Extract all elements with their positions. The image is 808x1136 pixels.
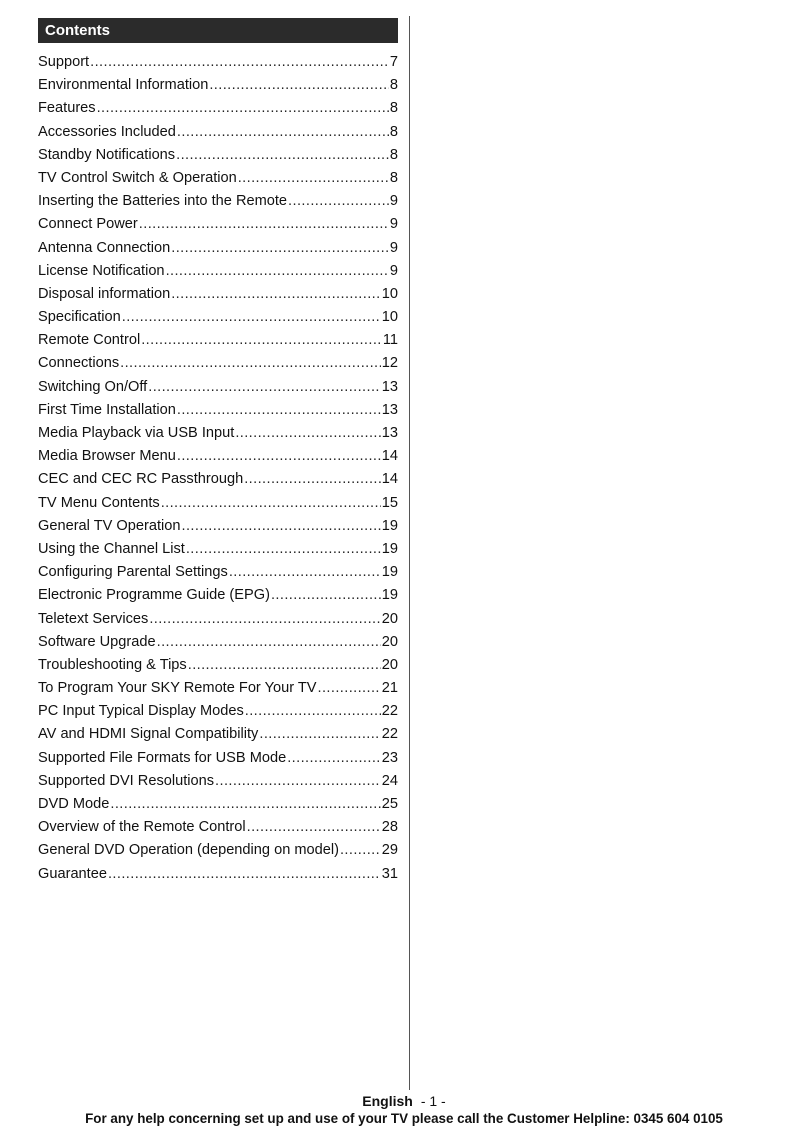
toc-entry-title: Support — [38, 54, 90, 70]
toc-entry-title: AV and HDMI Signal Compatibility — [38, 726, 259, 743]
toc-dot-leader — [171, 237, 389, 260]
toc-entry[interactable] — [38, 399, 398, 422]
toc-dot-leader — [148, 376, 381, 399]
toc-entry[interactable] — [38, 167, 398, 190]
toc-dot-leader — [238, 167, 389, 190]
toc-dot-leader — [209, 74, 389, 97]
toc-entry-title: Guarantee — [38, 865, 107, 882]
toc-entry-page: 14 — [381, 448, 398, 465]
toc-dot-leader — [171, 283, 381, 306]
footer-page-number: - 1 - — [420, 1093, 446, 1109]
toc-dot-leader — [318, 677, 381, 700]
toc-dot-leader — [97, 97, 389, 120]
toc-entry-title: Switching On/Off — [38, 378, 148, 395]
toc-dot-leader — [141, 329, 382, 352]
toc-entry[interactable] — [38, 97, 398, 120]
toc-dot-leader — [161, 492, 381, 515]
toc-dot-leader — [176, 144, 389, 167]
toc-entry[interactable] — [38, 121, 398, 144]
toc-entry-title: Supported File Formats for USB Mode — [38, 749, 287, 766]
toc-entry[interactable] — [38, 747, 398, 770]
toc-entry-page: 12 — [381, 355, 398, 372]
toc-entry[interactable] — [38, 51, 398, 74]
toc-entry[interactable] — [38, 492, 398, 515]
toc-entry-page: 13 — [381, 401, 398, 418]
toc-entry-page: 20 — [381, 656, 398, 673]
toc-entry[interactable] — [38, 283, 398, 306]
toc-entry-page: 19 — [381, 517, 398, 534]
toc-entry[interactable] — [38, 190, 398, 213]
toc-entry[interactable] — [38, 654, 398, 677]
toc-entry-page: 8 — [389, 100, 398, 117]
toc-entry[interactable] — [38, 352, 398, 375]
toc-entry[interactable] — [38, 468, 398, 491]
toc-entry-title: Environmental Information — [38, 77, 209, 94]
toc-dot-leader — [177, 121, 389, 144]
toc-entry[interactable] — [38, 700, 398, 723]
footer-page-label — [0, 1093, 808, 1110]
toc-entry[interactable] — [38, 863, 398, 886]
footer-language: English — [362, 1093, 413, 1109]
toc-entry[interactable] — [38, 306, 398, 329]
toc-dot-leader — [122, 306, 381, 329]
toc-entry[interactable] — [38, 816, 398, 839]
toc-entry-page: 8 — [389, 169, 398, 186]
toc-dot-leader — [259, 723, 380, 746]
toc-entry-page: 7 — [389, 54, 398, 70]
toc-entry[interactable] — [38, 260, 398, 283]
toc-entry-title: TV Menu Contents — [38, 494, 160, 511]
toc-entry-title: Connect Power — [38, 216, 138, 233]
toc-entry-page: 13 — [381, 378, 398, 395]
toc-entry-title: Standby Notifications — [38, 146, 176, 163]
toc-dot-leader — [90, 51, 389, 74]
toc-entry-title: General TV Operation — [38, 517, 181, 534]
toc-entry-page: 28 — [381, 819, 398, 836]
toc-entry-title: Media Browser Menu — [38, 448, 176, 465]
toc-dot-leader — [235, 422, 380, 445]
toc-entry-title: Media Playback via USB Input — [38, 425, 235, 441]
toc-entry-page: 9 — [389, 262, 398, 279]
toc-entry-page: 13 — [381, 425, 398, 441]
toc-entry-page: 9 — [389, 216, 398, 233]
toc-entry[interactable] — [38, 839, 398, 862]
toc-entry-page: 10 — [381, 285, 398, 302]
toc-entry-title: Disposal information — [38, 285, 171, 302]
toc-entry-page: 8 — [389, 146, 398, 163]
toc-entry[interactable] — [38, 376, 398, 399]
toc-entry-title: First Time Installation — [38, 401, 176, 418]
table-of-contents — [38, 51, 398, 886]
toc-entry[interactable] — [38, 677, 398, 700]
toc-dot-leader — [182, 515, 381, 538]
toc-entry-page: 22 — [381, 703, 398, 720]
toc-entry-page: 25 — [381, 796, 398, 812]
toc-entry-title: PC Input Typical Display Modes — [38, 703, 244, 720]
toc-entry-page: 19 — [381, 564, 398, 581]
toc-entry-title: Teletext Services — [38, 610, 149, 627]
toc-entry-title: Antenna Connection — [38, 239, 171, 256]
toc-entry-page: 22 — [381, 726, 398, 743]
toc-entry-title: CEC and CEC RC Passthrough — [38, 471, 244, 488]
toc-dot-leader — [288, 190, 389, 213]
toc-entry-page: 21 — [381, 680, 398, 697]
contents-heading: Contents — [38, 18, 398, 43]
toc-entry-title: Features — [38, 100, 96, 117]
toc-entry-page: 14 — [381, 471, 398, 488]
toc-entry-page: 9 — [389, 239, 398, 256]
toc-entry-page: 11 — [382, 332, 398, 349]
toc-dot-leader — [247, 816, 381, 839]
toc-entry-title: Software Upgrade — [38, 633, 156, 650]
toc-entry-page: 23 — [381, 749, 398, 766]
toc-entry-title: Inserting the Batteries into the Remote — [38, 193, 288, 210]
toc-entry-title: Troubleshooting & Tips — [38, 656, 187, 673]
toc-entry-title: Accessories Included — [38, 123, 176, 140]
toc-entry-page: 20 — [381, 633, 398, 650]
toc-entry[interactable] — [38, 631, 398, 654]
toc-entry-page: 29 — [381, 842, 398, 859]
toc-dot-leader — [271, 584, 381, 607]
toc-entry[interactable] — [38, 329, 398, 352]
toc-dot-leader — [139, 213, 389, 236]
toc-entry[interactable] — [38, 515, 398, 538]
toc-dot-leader — [186, 538, 381, 561]
toc-entry[interactable] — [38, 538, 398, 561]
toc-dot-leader — [188, 654, 381, 677]
toc-entry-title: Overview of the Remote Control — [38, 819, 246, 836]
toc-dot-leader — [229, 561, 381, 584]
toc-entry-title: To Program Your SKY Remote For Your TV — [38, 680, 317, 697]
toc-entry-page: 19 — [381, 540, 398, 557]
toc-entry-page: 8 — [389, 123, 398, 140]
toc-entry-title: License Notification — [38, 262, 165, 279]
toc-dot-leader — [149, 608, 380, 631]
toc-entry-page: 31 — [381, 865, 398, 882]
toc-entry[interactable] — [38, 770, 398, 793]
toc-dot-leader — [340, 839, 381, 862]
toc-entry[interactable] — [38, 422, 398, 445]
toc-dot-leader — [244, 468, 381, 491]
footer-helpline: For any help concerning set up and use of your TV please call the Customer Helpline: 0345 604 0105 — [85, 1111, 723, 1126]
toc-entry[interactable] — [38, 561, 398, 584]
toc-entry-title: Electronic Programme Guide (EPG) — [38, 587, 270, 604]
toc-dot-leader — [177, 445, 381, 468]
toc-entry-page: 9 — [389, 193, 398, 210]
toc-dot-leader — [157, 631, 381, 654]
toc-entry-page: 20 — [381, 610, 398, 627]
toc-dot-leader — [245, 700, 381, 723]
toc-entry[interactable] — [38, 237, 398, 260]
toc-dot-leader — [166, 260, 389, 283]
toc-entry[interactable] — [38, 584, 398, 607]
toc-entry-title: General DVD Operation (depending on model) — [38, 842, 339, 859]
toc-entry[interactable] — [38, 74, 398, 97]
toc-entry-title: TV Control Switch & Operation — [38, 169, 237, 186]
toc-entry-page: 19 — [381, 587, 398, 604]
toc-entry-page: 15 — [381, 494, 398, 511]
toc-dot-leader — [108, 863, 381, 886]
toc-entry-title: Connections — [38, 355, 120, 372]
toc-entry[interactable] — [38, 793, 398, 816]
toc-dot-leader — [120, 352, 381, 375]
toc-dot-leader — [177, 399, 381, 422]
toc-entry-title: Remote Control — [38, 332, 141, 349]
toc-entry-title: DVD Mode — [38, 796, 110, 812]
toc-entry-title: Configuring Parental Settings — [38, 564, 228, 581]
toc-dot-leader — [287, 747, 381, 770]
toc-dot-leader — [215, 770, 381, 793]
toc-entry-page: 24 — [381, 772, 398, 789]
toc-entry-page: 10 — [381, 309, 398, 326]
toc-entry[interactable] — [38, 608, 398, 631]
toc-entry-title: Using the Channel List — [38, 540, 185, 557]
column-divider — [409, 16, 410, 1090]
toc-entry[interactable] — [38, 144, 398, 167]
toc-entry[interactable] — [38, 213, 398, 236]
toc-dot-leader — [110, 793, 380, 816]
toc-entry[interactable] — [38, 445, 398, 468]
toc-entry[interactable] — [38, 723, 398, 746]
toc-entry-title: Supported DVI Resolutions — [38, 772, 215, 789]
toc-entry-title: Specification — [38, 309, 121, 326]
toc-entry-page: 8 — [389, 77, 398, 94]
